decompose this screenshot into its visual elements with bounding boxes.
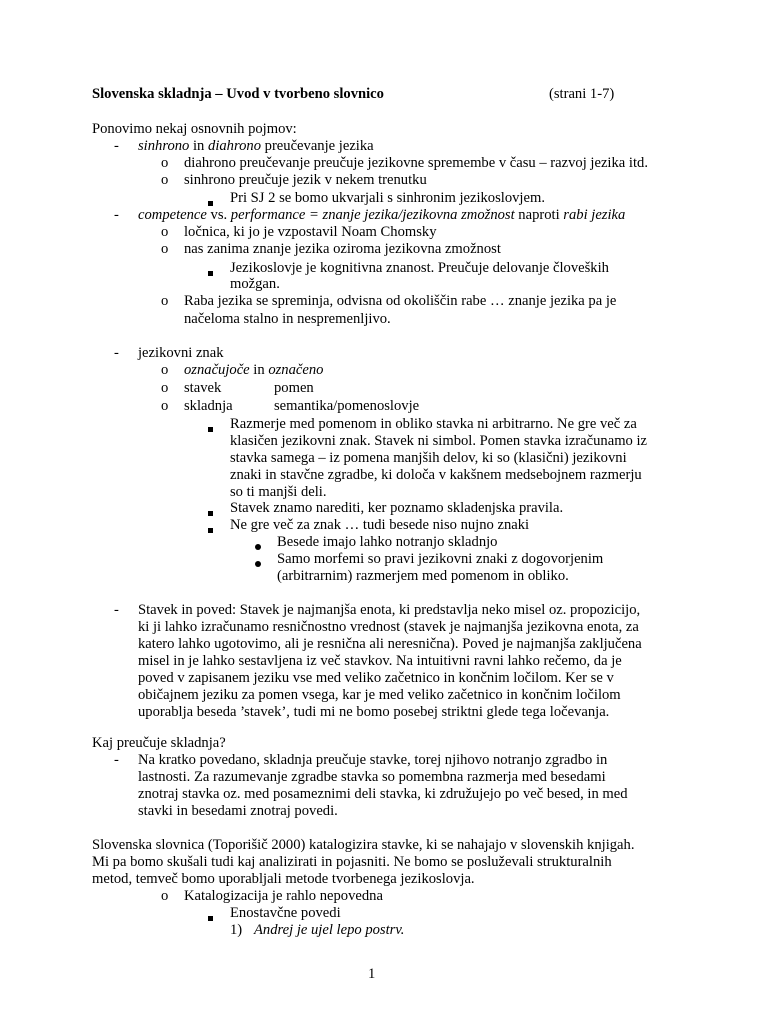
circle-bullet: o <box>161 888 169 904</box>
text: vs. <box>206 207 231 223</box>
circle-bullet: o <box>161 362 169 378</box>
list-item: Stavek znamo narediti, ker poznamo skladenjska pravila. <box>230 500 564 516</box>
list-item: Katalogizacija je rahlo nepovedna <box>184 888 383 904</box>
dash-bullet: - <box>114 138 119 154</box>
circle-bullet: o <box>161 241 169 257</box>
list-item-continuation: znaki in stavčne zgradbe, ki določa v kakšnem medsebojnem razmerju <box>230 467 642 483</box>
square-bullet <box>208 264 213 282</box>
dash-bullet: - <box>114 602 119 618</box>
list-item-pair: semantika/pomenoslovje <box>274 398 420 414</box>
dash-bullet: - <box>114 345 119 361</box>
list-item: ločnica, ki jo je vzpostavil Noam Chomsky <box>184 224 437 240</box>
paragraph-line: Mi pa bomo skušali tudi kaj analizirati in pojasniti. Ne bomo se posluževali strukturalnih <box>92 854 612 870</box>
term: sinhrono <box>138 138 190 154</box>
list-item: nas zanima znanje jezika oziroma jezikovna zmožnost <box>184 241 501 257</box>
square-bullet <box>208 420 213 438</box>
list-item: diahrono preučevanje preučuje jezikovne spremembe v času – razvoj jezika itd. <box>184 155 648 171</box>
text: in <box>249 362 269 378</box>
text: preučevanje jezika <box>261 138 374 154</box>
dot-bullet <box>255 555 261 573</box>
list-item: Samo morfemi so pravi jezikovni znaki z dogovorjenim <box>277 551 604 567</box>
square-bullet <box>208 504 213 522</box>
list-item: Razmerje med pomenom in obliko stavka ni arbitrarno. Ne gre več za <box>230 416 637 432</box>
circle-bullet: o <box>161 224 169 240</box>
paragraph-line: stavki in besedami znotraj povedi. <box>138 803 338 819</box>
list-item: sinhrono preučuje jezik v nekem trenutku <box>184 172 427 188</box>
section-heading: Kaj preučuje skladnja? <box>92 735 226 751</box>
list-item <box>138 207 625 225</box>
paragraph-line: Na kratko povedano, skladnja preučuje stavke, torej njihovo notranjo zgradbo in <box>138 752 608 768</box>
paragraph-line: metod, temveč bomo uporabljali metode tvorbenega jezikoslovja. <box>92 871 475 887</box>
circle-bullet: o <box>161 398 169 414</box>
list-item-continuation: možgan. <box>230 276 280 292</box>
text: in <box>189 138 209 154</box>
paragraph-line: Stavek in poved: Stavek je najmanjša enota, ki predstavlja neko misel oz. propozicijo, <box>138 602 641 618</box>
list-item-pair: pomen <box>274 380 314 396</box>
paragraph-line: lastnosti. Za razumevanje zgradbe stavka so pomembna razmerja med besedami <box>138 769 606 785</box>
paragraph-line: misel in je lahko sestavljena iz več stavkov. Na intuitivni ravni lahko rečemo, da je <box>138 653 622 669</box>
list-item: Enostavčne povedi <box>230 905 341 921</box>
list-item-continuation: načeloma stalno in nespremenljivo. <box>184 311 391 327</box>
list-item: Raba jezika se spreminja, odvisna od okoliščin rabe … znanje jezika pa je <box>184 293 617 309</box>
page-number: 1 <box>368 966 376 982</box>
list-item-continuation: so ti manjši deli. <box>230 484 327 500</box>
paragraph-line: znotraj stavka oz. med posameznimi deli stavka, ki združujejo po več besed, in med <box>138 786 628 802</box>
circle-bullet: o <box>161 155 169 171</box>
dot-bullet <box>255 538 261 556</box>
term: rabi jezika <box>563 207 626 223</box>
paragraph-line: uporablja beseda ’stavek’, tudi mi ne bomo posebej striktni glede tega ločevanja. <box>138 704 610 720</box>
example-sentence: Andrej je ujel lepo postrv. <box>254 922 405 938</box>
term: označeno <box>268 362 324 378</box>
square-bullet <box>208 521 213 539</box>
document-title: Slovenska skladnja – Uvod v tvorbeno slovnico <box>92 86 384 102</box>
list-item-continuation: klasičen jezikovni znak. Stavek ni simbol. Pomen stavka izračunamo iz <box>230 433 648 449</box>
list-item: stavek <box>184 380 222 396</box>
circle-bullet: o <box>161 380 169 396</box>
intro-line: Ponovimo nekaj osnovnih pojmov: <box>92 121 297 137</box>
term: competence <box>138 207 207 223</box>
circle-bullet: o <box>161 293 169 309</box>
list-item: Pri SJ 2 se bomo ukvarjali s sinhronim jezikoslovjem. <box>230 190 545 206</box>
term: diahrono <box>208 138 261 154</box>
list-item: Besede imajo lahko notranjo skladnjo <box>277 534 498 550</box>
paragraph-line: ki ji lahko izračunamo resničnostno vrednost (stavek je najmanjša jezikovna enota, za <box>138 619 639 635</box>
list-item <box>184 362 323 380</box>
list-item <box>138 138 374 156</box>
square-bullet <box>208 909 213 927</box>
dash-bullet: - <box>114 207 119 223</box>
paragraph-line: Slovenska slovnica (Toporišič 2000) katalogizira stavke, ki se nahajajo v slovenskih knjigah. <box>92 837 635 853</box>
list-item: skladnja <box>184 398 233 414</box>
list-item: Ne gre več za znak … tudi besede niso nujno znaki <box>230 517 530 533</box>
paragraph-line: katero lahko ugotovimo, ali je resnična ali neresnična). Poved je najmanjša zaključena <box>138 636 642 652</box>
page-range: (strani 1-7) <box>549 86 615 102</box>
list-item: Jezikoslovje je kognitivna znanost. Preučuje delovanje človeških <box>230 260 609 276</box>
circle-bullet: o <box>161 172 169 188</box>
list-item: jezikovni znak <box>138 345 224 361</box>
term: označujoče <box>184 362 250 378</box>
dash-bullet: - <box>114 752 119 768</box>
text: naproti <box>514 207 564 223</box>
list-item-continuation: (arbitrarnim) razmerjem med pomenom in obliko. <box>277 568 569 584</box>
paragraph-line: poved v zapisanem jeziku vse med veliko začetnico in končnim ločilom. Ker se v <box>138 670 614 686</box>
example-number: 1) <box>230 922 243 938</box>
term: performance = znanje jezika/jezikovna zmožnost <box>230 207 515 223</box>
paragraph-line: običajnem jeziku za pomen vsega, kar je med veliko začetnico in končnim ločilom <box>138 687 621 703</box>
list-item-continuation: stavka samega – iz pomena manjših delov, ki so (klasični) jezikovni <box>230 450 627 466</box>
